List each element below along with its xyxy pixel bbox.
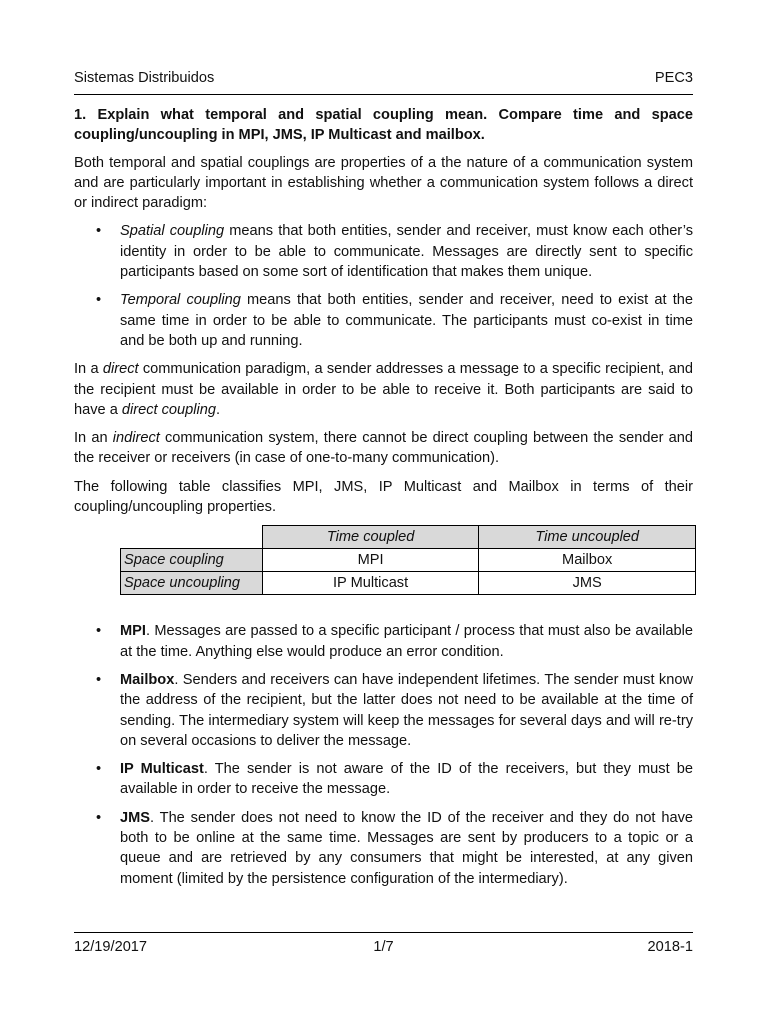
definition-text: means that both entities, sender and receiver, need to exist at the same time in order to be able to communicate. The participants must co-exist in time and be both up and running.	[120, 292, 693, 349]
column-header: Time uncoupled	[479, 526, 696, 549]
system-text: . The sender is not aware of the ID of the receivers, but they must be available in order to receive the message.	[120, 761, 693, 798]
direct-text-e: .	[215, 401, 221, 418]
definition-term: Temporal coupling	[120, 292, 241, 309]
indirect-term: indirect	[112, 430, 160, 447]
question-title: 1. Explain what temporal and spatial coupling mean. Compare time and space coupling/uncoupling in MPI, JMS, IP Multicast and mailbox.	[74, 107, 693, 144]
bullet: •	[96, 623, 102, 640]
system-text: . Messages are passed to a specific participant / process that must also be available at the time. Anything else would produce an error condition.	[120, 623, 693, 660]
page-content	[74, 105, 693, 897]
bullet: •	[96, 292, 102, 309]
direct-text-c: communication paradigm, a sender addresses a message to a specific recipient, and the recipient must be available in order to be able to receive it. Both participants are said to have a	[74, 361, 693, 418]
direct-paragraph	[74, 359, 693, 420]
systems-list	[74, 621, 693, 889]
table-cell: MPI	[262, 549, 479, 572]
table-cell: Mailbox	[479, 549, 696, 572]
table-row	[121, 549, 696, 572]
column-header: Time coupled	[262, 526, 479, 549]
row-header: Space coupling	[121, 549, 263, 572]
indirect-paragraph	[74, 428, 693, 469]
intro-paragraph: Both temporal and spatial couplings are properties of a the nature of a communication system and are particularly important in establishing whether a communication system follows a direct or indirect paradigm:	[74, 154, 693, 212]
system-jms	[74, 808, 693, 889]
table-cell: IP Multicast	[262, 572, 479, 595]
system-text: . The sender does not need to know the ID of the receiver and they do not have both to be online at the same time. Messages are sent by producers to a topic or a queue and are retrieved by any consumers that might be interested, at any given moment (limited by the persistence configuration of the intermediary).	[120, 809, 693, 887]
indirect-text-c: communication system, there cannot be direct coupling between the sender and the receiver or receivers (in case of one-to-many communication).	[74, 430, 693, 467]
header-assignment: PEC3	[654, 70, 693, 86]
system-mailbox	[74, 670, 693, 751]
table-header-row	[121, 526, 696, 549]
system-name: Mailbox	[120, 671, 175, 688]
footer-date: 12/19/2017	[74, 939, 148, 955]
system-mpi	[74, 621, 693, 662]
system-name: MPI	[120, 623, 146, 640]
coupling-table	[120, 525, 696, 595]
definition-text: means that both entities, sender and receiver, must know each other’s identity in order to be able to communicate. Messages are directly sent to specific participants based on some sort of identification that makes them unique.	[120, 223, 693, 281]
indirect-text-a: In an	[74, 430, 113, 447]
definition-temporal	[74, 290, 693, 351]
direct-text-a: In a	[74, 361, 103, 378]
bullet: •	[96, 761, 102, 778]
direct-term: direct	[102, 361, 139, 378]
table-row	[121, 572, 696, 595]
bullet: •	[96, 223, 102, 240]
system-text: . Senders and receivers can have independent lifetimes. The sender must know the address of the recipient, but the latter does not need to be available at the time of sending. The intermediary system will keep the messages for several days and will re-try on several occasions to deliver the message.	[120, 671, 693, 749]
definitions-list	[74, 221, 693, 351]
header-course: Sistemas Distribuidos	[74, 70, 215, 86]
table-corner-cell	[121, 526, 263, 549]
system-name: IP Multicast	[120, 761, 204, 778]
footer-term: 2018-1	[647, 939, 693, 955]
coupling-table-wrapper	[120, 525, 693, 595]
page-header	[74, 68, 693, 95]
table-cell: JMS	[479, 572, 696, 595]
bullet: •	[96, 671, 102, 688]
page-footer	[74, 932, 693, 957]
table-intro-paragraph: The following table classifies MPI, JMS, IP Multicast and Mailbox in terms of their coupling/uncoupling properties.	[74, 478, 693, 516]
footer-page-number: 1/7	[373, 939, 394, 955]
direct-coupling-term: direct coupling	[121, 401, 216, 418]
system-name: JMS	[120, 809, 151, 826]
definition-spatial	[74, 221, 693, 282]
bullet: •	[96, 809, 102, 826]
row-header: Space uncoupling	[121, 572, 263, 595]
definition-term: Spatial coupling	[120, 223, 225, 240]
system-ip-multicast	[74, 759, 693, 800]
